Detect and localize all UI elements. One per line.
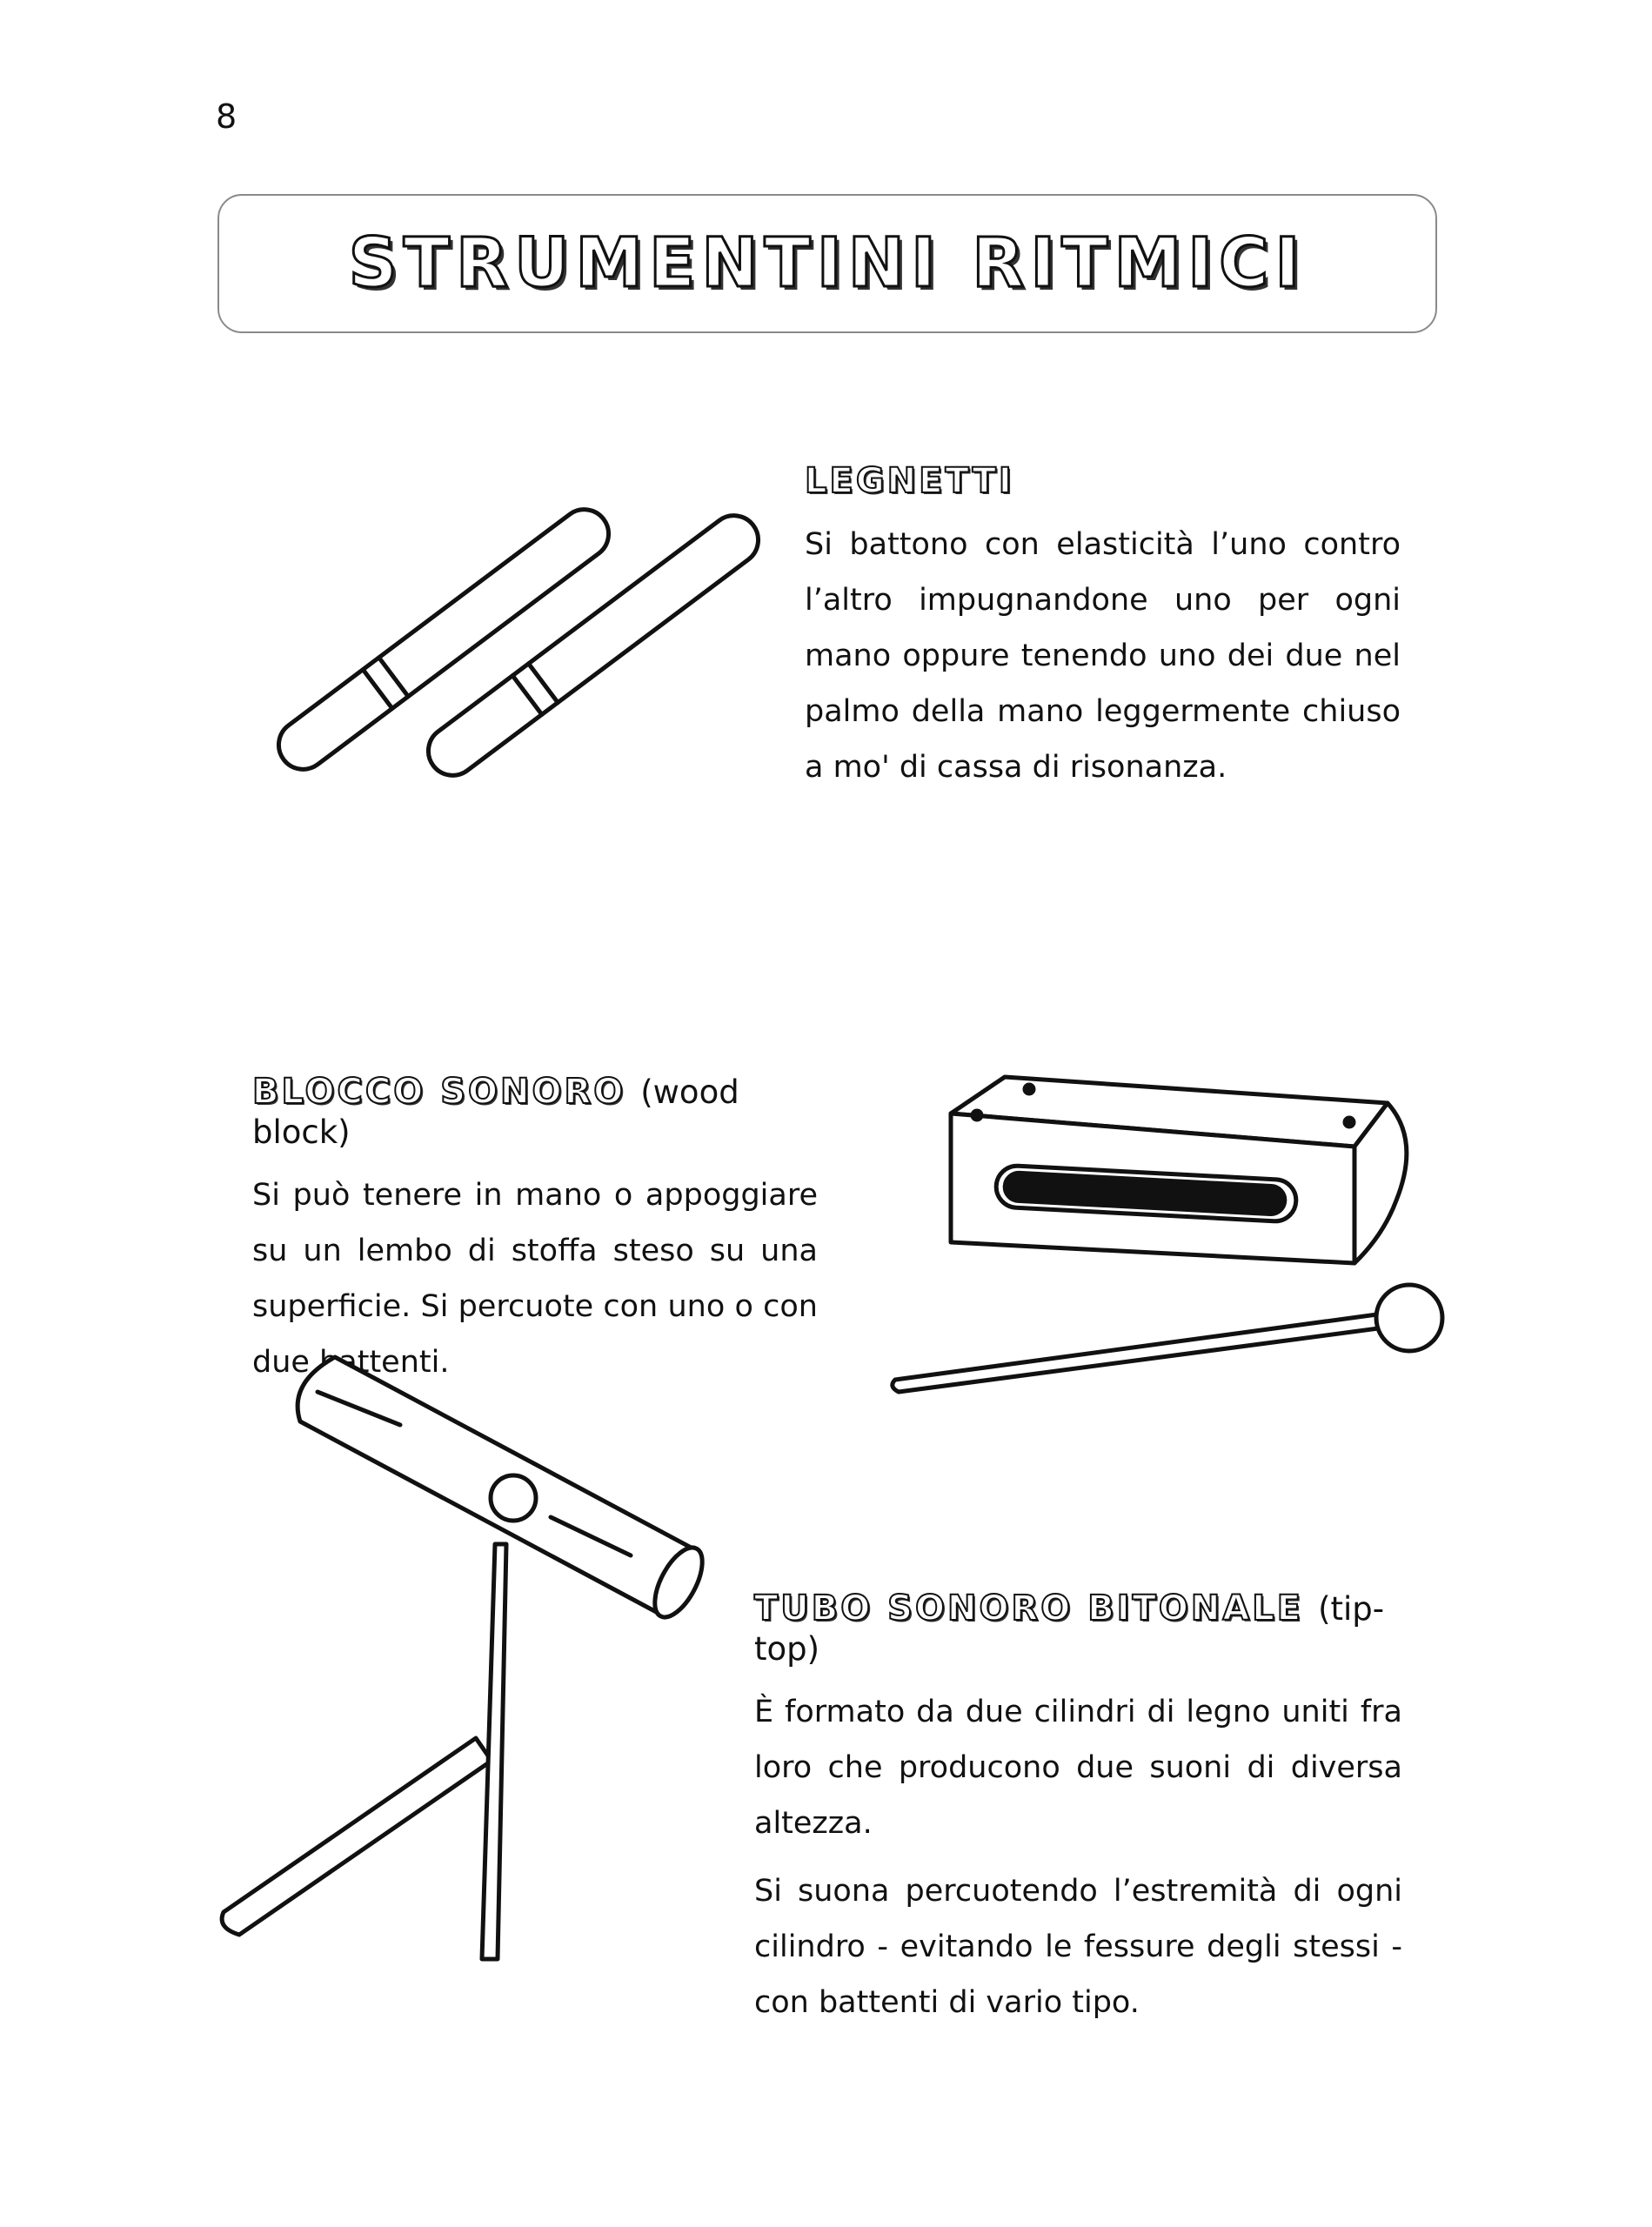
heading-note: (tip-top) [754,1590,1385,1668]
claves-sticks-icon [217,478,757,809]
tip-top-tube-icon [204,1331,726,1992]
section-heading [754,1588,1402,1669]
body-paragraph: Si suona percuotendo l’estremità di ogni cilindro - evitando le fessure degli stessi - con battenti di vario tipo. [754,1874,1402,2020]
heading-label: TUBO SONORO BITONALE [754,1588,1304,1628]
wood-block-icon [874,1061,1457,1427]
body-paragraph: È formato da due cilindri di legno uniti fra loro che producono due suoni di diversa altezza. [754,1695,1402,1841]
page-number: 8 [216,97,237,136]
section-heading [805,461,1401,501]
section-heading [252,1072,818,1152]
heading-label: BLOCCO SONORO [252,1072,626,1112]
body-paragraph: Si può tenere in mano o appoggiare su un lembo di stoffa steso su una superficie. Si percuote con uno o con due battenti. [252,1178,818,1380]
heading-note: (wood block) [252,1073,739,1151]
page-title: STRUMENTINI RITMICI [348,224,1307,303]
section-legnetti [805,461,1401,795]
body-paragraph: Si battono con elasticità l’uno contro l’altro impugnandone uno per ogni mano oppure tenendo uno dei due nel palmo della mano leggermente chiuso a mo' di cassa di risonanza. [805,527,1401,785]
section-tubo-sonoro [754,1588,1402,2030]
section-body [754,1684,1402,2030]
title-banner [217,194,1437,333]
heading-label: LEGNETTI [805,461,1014,501]
section-body [805,517,1401,795]
